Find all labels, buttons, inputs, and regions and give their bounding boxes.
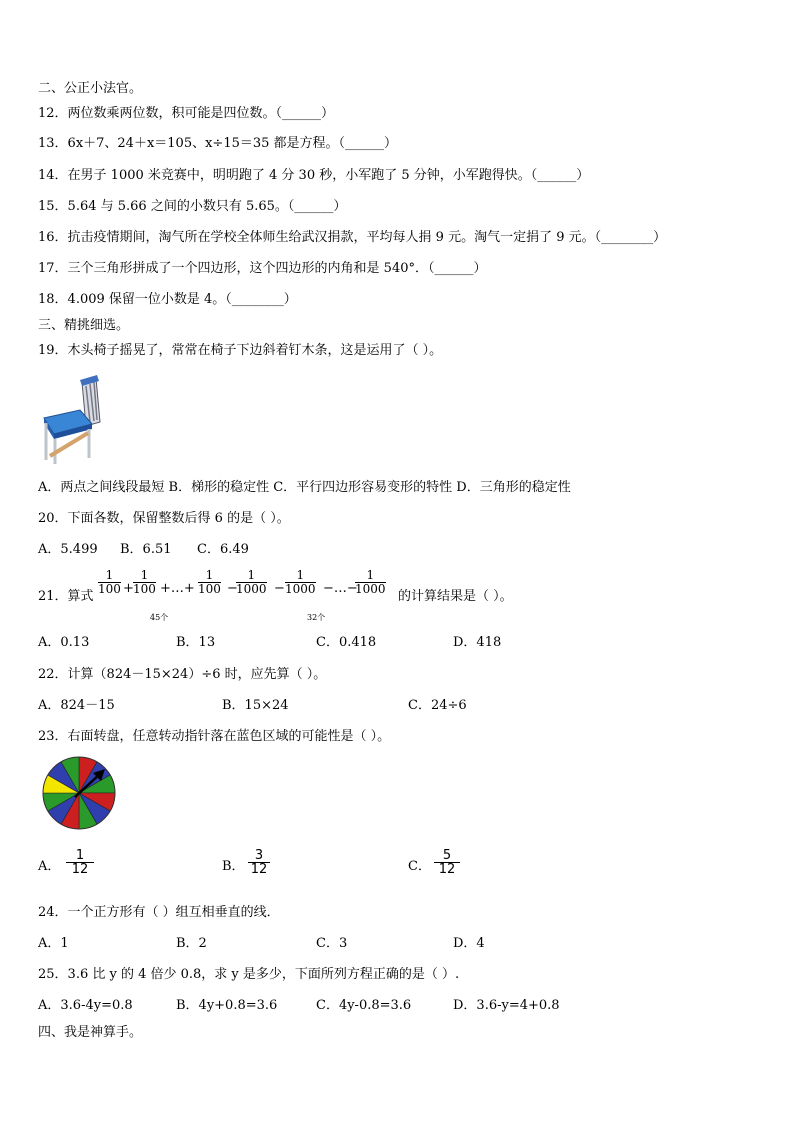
q21-op-3: −: [227, 581, 238, 596]
q23-option-c-fraction: [434, 849, 460, 876]
q21-fraction-6: [355, 569, 386, 596]
q21-denominator-3: 100: [198, 582, 221, 596]
q23-a-denominator: 12: [71, 862, 89, 877]
q21-op-5: −…−: [323, 581, 358, 596]
question-16: 16．抗击疫情期间，淘气所在学校全体师生给武汉捐款，平均每人捐 9 元。淘气一定捐了 9 元。（________）: [38, 230, 667, 245]
question-14: 14．在男子 1000 米竞赛中，明明跑了 4 分 30 秒，小军跑了 5 分钟，小军跑得快。（______）: [38, 168, 590, 183]
question-20-stem: 20．下面各数，保留整数后得 6 的是（ ）。: [38, 511, 290, 526]
q21-fraction-1: [98, 569, 121, 596]
q21-numerator-4: 1: [236, 569, 267, 583]
section-2-title: 二、公正小法官。: [38, 81, 143, 96]
q24-option-a: A．1: [38, 936, 69, 951]
q23-option-c-label: C．: [408, 859, 431, 874]
q25-option-b: B．4y+0.8=3.6: [176, 998, 278, 1013]
q20-option-a: A．5.499: [38, 542, 98, 557]
q20-option-b: B．6.51: [120, 542, 172, 557]
q21-option-c: C．0.418: [316, 635, 377, 650]
q24-option-d: D．4: [453, 936, 485, 951]
question-24-stem: 24．一个正方形有（ ）组互相垂直的线．: [38, 905, 280, 920]
q23-b-numerator: 3: [248, 849, 270, 863]
question-13: 13．6x＋7、24＋x＝105、x÷15＝35 都是方程。（______）: [38, 136, 398, 151]
q21-count-right: 32个: [307, 613, 326, 622]
q21-denominator-6: 1000: [355, 582, 386, 596]
q25-option-a: A．3.6-4y=0.8: [38, 998, 133, 1013]
q23-option-b-fraction: [248, 849, 270, 876]
q23-c-denominator: 12: [438, 862, 456, 877]
q21-denominator-1: 100: [98, 582, 121, 596]
question-19-options: A．两点之间线段最短 B．梯形的稳定性 C．平行四边形容易变形的特性 D．三角形的稳定性: [38, 480, 571, 495]
q21-fraction-4: [236, 569, 267, 596]
question-21-prefix: 21．算式: [38, 589, 94, 604]
chair-illustration: [40, 378, 102, 464]
q23-option-b-label: B．: [222, 859, 245, 874]
q23-c-numerator: 5: [434, 849, 460, 863]
q21-numerator-2: 1: [133, 569, 156, 583]
q23-a-numerator: 1: [66, 849, 94, 863]
q21-fraction-5: [285, 569, 316, 596]
section-3-title: 三、精挑细选。: [38, 318, 130, 333]
q22-option-a: A．824－15: [38, 698, 115, 713]
q21-denominator-2: 100: [133, 582, 156, 596]
q24-option-c: C．3: [316, 936, 348, 951]
q21-op-4: −: [274, 581, 285, 596]
question-25-stem: 25．3.6 比 y 的 4 倍少 0.8，求 y 是多少，下面所列方程正确的是（ ）.: [38, 967, 460, 982]
q24-option-b: B．2: [176, 936, 207, 951]
q23-option-a-label: A．: [38, 859, 61, 874]
question-22-stem: 22．计算（824－15×24）÷6 时，应先算（ ）。: [38, 667, 327, 682]
q21-numerator-5: 1: [285, 569, 316, 583]
q21-count-left: 45个: [150, 613, 169, 622]
question-12: 12．两位数乘两位数，积可能是四位数。（______）: [38, 106, 335, 121]
question-15: 15．5.64 与 5.66 之间的小数只有 5.65。（______）: [38, 199, 347, 214]
q23-b-denominator: 12: [250, 862, 268, 877]
q22-option-b: B．15×24: [222, 698, 289, 713]
q21-option-a: A．0.13: [38, 635, 90, 650]
q21-denominator-4: 1000: [236, 582, 267, 596]
question-18: 18．4.009 保留一位小数是 4。（________）: [38, 292, 297, 307]
q25-option-d: D．3.6-y=4+0.8: [453, 998, 560, 1013]
q21-numerator-1: 1: [98, 569, 121, 583]
question-19-stem: 19．木头椅子摇晃了，常常在椅子下边斜着钉木条，这是运用了（ ）。: [38, 343, 443, 358]
q21-option-d: D．418: [453, 635, 502, 650]
q21-fraction-2: [133, 569, 156, 596]
q21-numerator-3: 1: [198, 569, 221, 583]
q20-option-c: C．6.49: [197, 542, 249, 557]
question-21-suffix: 的计算结果是（ ）。: [398, 589, 513, 604]
question-17: 17．三个三角形拼成了一个四边形，这个四边形的内角和是 540°．（______）: [38, 261, 487, 276]
q22-option-c: C．24÷6: [408, 698, 467, 713]
q25-option-c: C．4y-0.8=3.6: [316, 998, 412, 1013]
q21-op-2: +…+: [160, 581, 195, 596]
q21-fraction-3: [198, 569, 221, 596]
q21-numerator-6: 1: [355, 569, 386, 583]
question-23-stem: 23．右面转盘，任意转动指针落在蓝色区域的可能性是（ ）。: [38, 729, 391, 744]
section-4-title: 四、我是神算手。: [38, 1025, 143, 1040]
spinner-wheel: [41, 755, 117, 831]
q21-denominator-5: 1000: [285, 582, 316, 596]
q23-option-a-fraction: [66, 849, 94, 876]
q21-option-b: B．13: [176, 635, 216, 650]
q21-op-1: +: [123, 581, 134, 596]
